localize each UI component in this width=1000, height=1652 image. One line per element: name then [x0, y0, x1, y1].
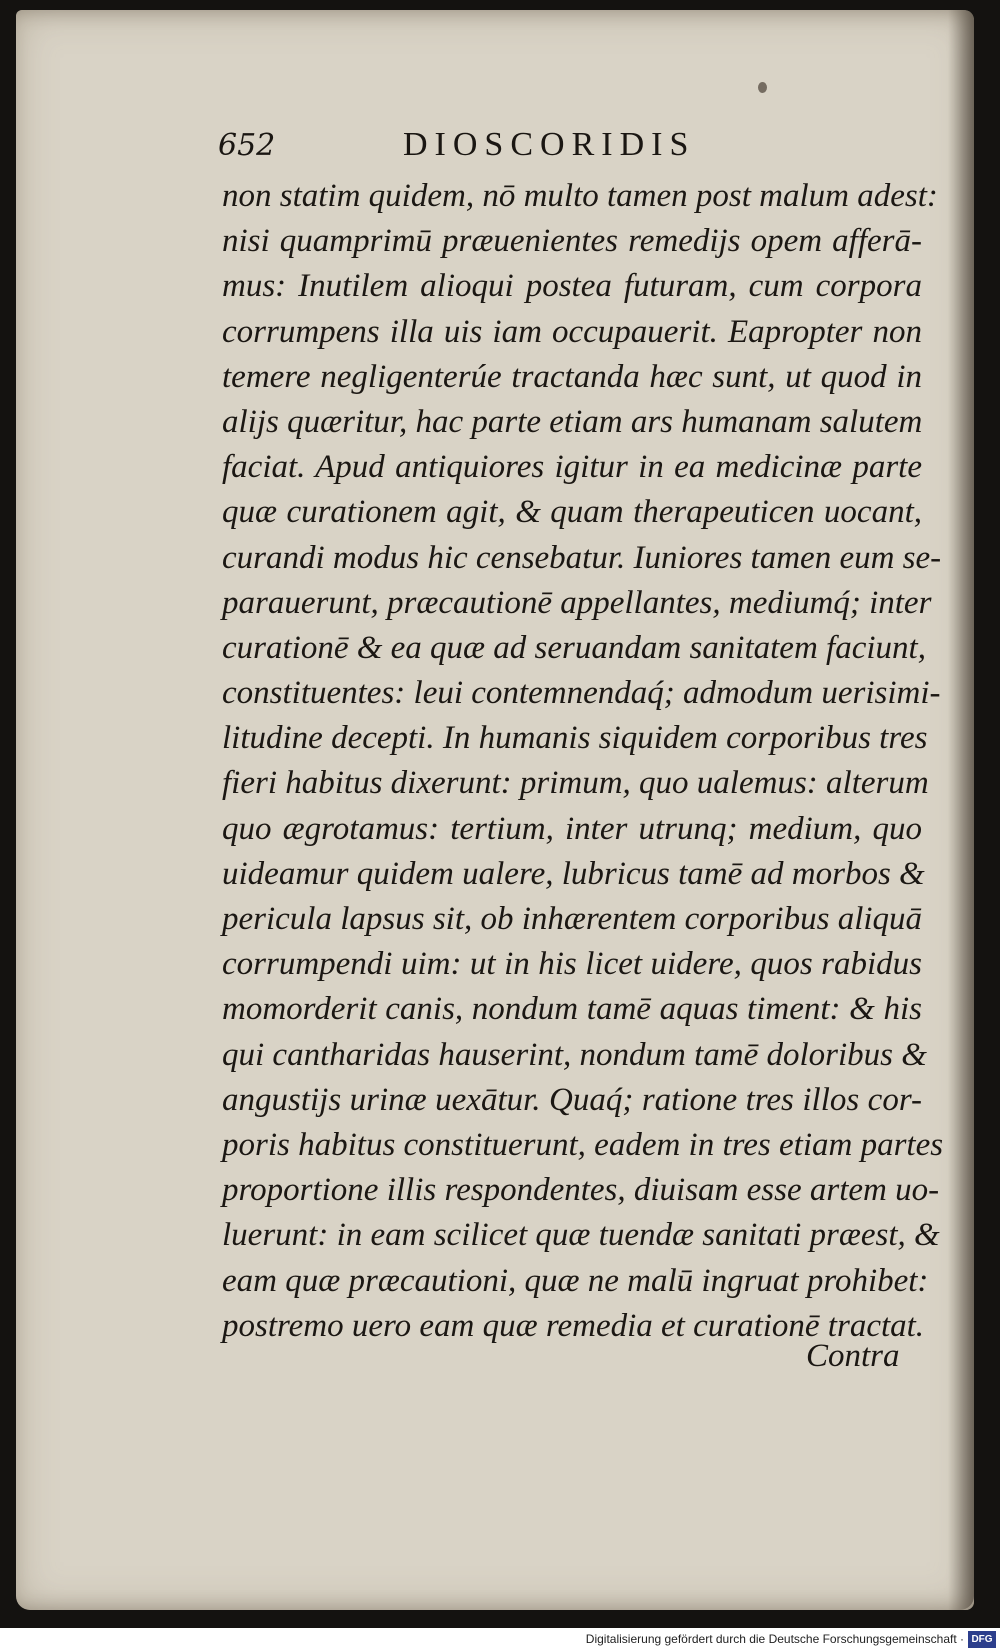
text-line: temere negligenterúe tractanda hæc sunt, ut quod in	[222, 358, 922, 395]
text-line: litudine decepti. In humanis siquidem corporibus tres	[222, 720, 928, 757]
text-line: mus: Inutilem alioqui postea futuram, cum corpora	[222, 268, 922, 305]
running-head: DIOSCORIDIS	[403, 126, 696, 163]
text-line: pericula lapsus sit, ob inhærentem corporibus aliquā	[222, 901, 923, 937]
text-line: qui cantharidas hauserint, nondum tamē doloribus &	[222, 1036, 927, 1073]
text-line: corrumpens illa uis iam occupauerit. Eapropter non	[222, 313, 922, 350]
text-line: postremo uero eam quæ remedia et curationē tractat.	[222, 1307, 925, 1344]
text-line: angustijs urinæ uexātur. Quaq́; ratione tres illos cor-	[222, 1081, 922, 1118]
text-line: non statim quidem, nō multo tamen post malum adest:	[222, 178, 938, 214]
text-line: proportione illis respondentes, diuisam esse artem uo-	[222, 1172, 940, 1209]
text-line: curationē & ea quæ ad seruandam sanitatem faciunt,	[222, 629, 926, 666]
text-line: quo ægrotamus: tertium, inter utrunq; medium, quo	[222, 810, 922, 847]
text-line: faciat. Apud antiquiores igitur in ea medicinæ parte	[222, 449, 922, 486]
text-line: momorderit canis, nondum tamē aquas timent: & his	[222, 991, 922, 1028]
page-header	[218, 122, 778, 172]
text-line: uideamur quidem ualere, lubricus tamē ad morbos &	[222, 855, 925, 892]
text-line: luerunt: in eam scilicet quæ tuendæ sanitati præest, &	[222, 1217, 940, 1254]
catchword: Contra	[806, 1338, 900, 1374]
text-line: fieri habitus dixerunt: primum, quo ualemus: alterum	[222, 765, 929, 802]
text-line: eam quæ præcautioni, quæ ne malū ingruat prohibet:	[222, 1262, 929, 1299]
footer-credit: Digitalisierung gefördert durch die Deutsche Forschungsgemeinschaft ·	[585, 1632, 964, 1646]
text-line: parauerunt, præcautionē appellantes, mediumq́; inter	[222, 584, 932, 621]
page-number: 652	[218, 128, 276, 163]
text-line: quæ curationem agit, & quam therapeuticen uocant,	[222, 494, 922, 531]
text-line: corrumpendi uim: ut in his licet uidere, quos rabidus	[222, 946, 922, 983]
text-line: alijs quæritur, hac parte etiam ars humanam salutem	[222, 403, 923, 440]
text-line: curandi modus hic censebatur. Iuniores tamen eum se-	[222, 539, 942, 576]
text-line: poris habitus constituerunt, eadem in tres etiam partes	[222, 1126, 944, 1163]
dfg-logo: DFG	[968, 1631, 996, 1648]
text-line: constituentes: leui contemnendaq́; admodum uerisimi-	[222, 675, 941, 712]
ink-spot	[758, 82, 767, 93]
footer-bar	[0, 1628, 1000, 1652]
text-line: nisi quamprimū præuenientes remedijs opem afferā-	[222, 223, 922, 260]
body-text	[222, 174, 944, 1349]
